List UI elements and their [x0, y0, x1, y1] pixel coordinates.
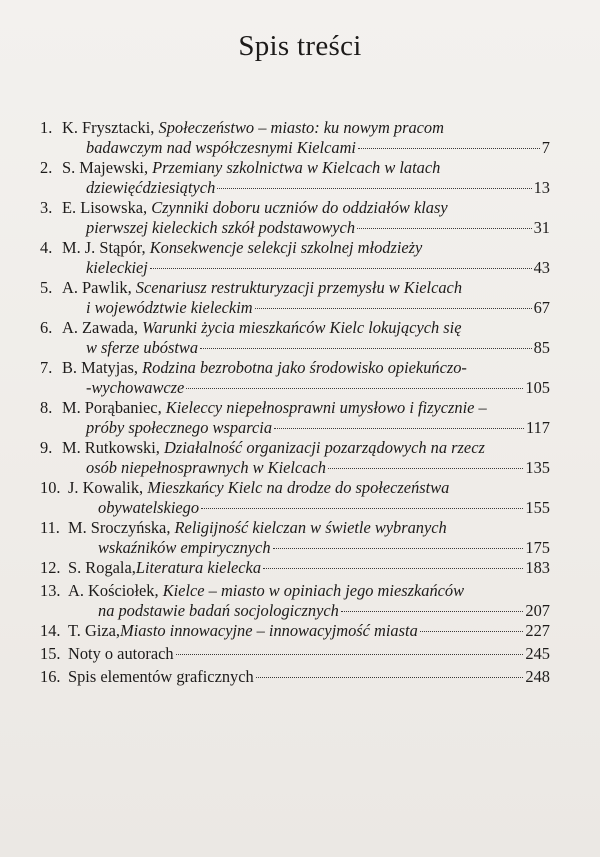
entry-title-continued: i województwie kieleckim	[86, 298, 253, 317]
entry-title: Scenariusz restrukturyzacji przemysłu w Kielcach	[135, 278, 463, 297]
entry-author: M. Sroczyńska,	[68, 518, 175, 537]
entry-number: 13.	[40, 581, 61, 600]
dot-leader	[150, 268, 532, 269]
entry-number: 3.	[40, 198, 53, 217]
entry-title: Kieleccy niepełnosprawni umysłowo i fizycznie –	[165, 398, 487, 417]
toc-entry	[40, 472, 550, 517]
dot-leader	[420, 631, 524, 632]
entry-page-number: 13	[533, 178, 550, 197]
toc-entry	[40, 192, 550, 237]
dot-leader	[200, 348, 532, 349]
table-of-contents	[40, 112, 550, 684]
toc-entry	[40, 661, 550, 684]
entry-title-continued: pierwszej kieleckich szkół podstawowych	[86, 218, 356, 237]
entry-number: 9.	[40, 438, 53, 457]
entry-page-number: 67	[533, 298, 550, 317]
entry-author: B. Matyjas,	[62, 358, 143, 377]
dot-leader	[255, 308, 532, 309]
toc-entry	[40, 312, 550, 357]
entry-title-continued: -wychowawcze	[86, 378, 185, 397]
dot-leader	[263, 568, 523, 569]
dot-leader	[341, 611, 524, 612]
entry-number: 5.	[40, 278, 53, 297]
toc-entry	[40, 232, 550, 277]
entry-number: 6.	[40, 318, 53, 337]
entry-page-number: 155	[525, 498, 550, 517]
entry-page-number: 175	[525, 538, 550, 557]
entry-author: A. Kościołek,	[68, 581, 163, 600]
entry-page-number: 31	[533, 218, 550, 237]
entry-page-number: 43	[533, 258, 550, 277]
entry-author: A. Zawada,	[62, 318, 143, 337]
dot-leader	[328, 468, 524, 469]
dot-leader	[256, 677, 524, 678]
entry-title: Noty o autorach	[68, 644, 174, 663]
dot-leader	[357, 228, 532, 229]
dot-leader	[201, 508, 523, 509]
entry-page-number: 245	[525, 644, 550, 663]
dot-leader	[217, 188, 531, 189]
entry-author: S. Majewski,	[62, 158, 153, 177]
entry-number: 1.	[40, 118, 53, 137]
page-title: Spis treści	[238, 30, 362, 62]
entry-title: Konsekwencje selekcji szkolnej młodzieży	[149, 238, 423, 257]
dot-leader	[273, 548, 524, 549]
entry-title-continued: dziewięćdziesiątych	[86, 178, 216, 197]
entry-page-number: 7	[541, 138, 550, 157]
entry-title-continued: na podstawie badań socjologicznych	[98, 601, 339, 620]
toc-entry	[40, 638, 550, 661]
entry-number: 11.	[40, 518, 60, 537]
toc-entry	[40, 272, 550, 317]
entry-title-continued: badawczym nad współczesnymi Kielcami	[86, 138, 356, 157]
entry-author: M. J. Stąpór,	[62, 238, 150, 257]
entry-title-continued: w sferze ubóstwa	[86, 338, 199, 357]
entry-title: Spis elementów graficznych	[68, 667, 254, 686]
entry-page-number: 105	[525, 378, 550, 397]
entry-title-continued: próby społecznego wsparcia	[86, 418, 273, 437]
entry-author: S. Rogala,	[68, 558, 136, 577]
entry-author: M. Porąbaniec,	[62, 398, 166, 417]
toc-entry	[40, 552, 550, 575]
dot-leader	[274, 428, 524, 429]
entry-number: 15.	[40, 644, 61, 663]
toc-entry	[40, 512, 550, 557]
entry-title: Działalność organizacji pozarządowych na rzecz	[164, 438, 485, 457]
entry-number: 14.	[40, 621, 61, 640]
entry-title: Czynniki doboru uczniów do oddziałów klasy	[151, 198, 448, 217]
entry-title: Miasto innowacyjne – innowacyjmość miasta	[120, 621, 418, 640]
entry-author: J. Kowalik,	[68, 478, 148, 497]
entry-author: T. Giza,	[68, 621, 121, 640]
entry-number: 8.	[40, 398, 53, 417]
entry-page-number: 207	[525, 601, 550, 620]
toc-entry	[40, 615, 550, 638]
entry-title-continued: kieleckiej	[86, 258, 148, 277]
entry-title: Warunki życia mieszkańców Kielc lokujących się	[142, 318, 462, 337]
dot-leader	[358, 148, 540, 149]
toc-entry	[40, 352, 550, 397]
dot-leader	[186, 388, 523, 389]
entry-number: 16.	[40, 667, 61, 686]
entry-number: 12.	[40, 558, 61, 577]
entry-title-continued: obywatelskiego	[98, 498, 200, 517]
dot-leader	[176, 654, 524, 655]
toc-entry	[40, 432, 550, 477]
entry-title: Przemiany szkolnictwa w Kielcach w latach	[152, 158, 441, 177]
entry-author: A. Pawlik,	[62, 278, 136, 297]
toc-entry	[40, 112, 550, 157]
entry-title-continued: osób niepełnosprawnych w Kielcach	[86, 458, 326, 477]
entry-author: M. Rutkowski,	[62, 438, 165, 457]
entry-page-number: 135	[525, 458, 550, 477]
toc-entry	[40, 152, 550, 197]
entry-page-number: 227	[525, 621, 550, 640]
entry-number: 2.	[40, 158, 53, 177]
entry-title: Religijność kielczan w świetle wybranych	[174, 518, 447, 537]
entry-page-number: 117	[526, 418, 550, 437]
entry-title: Literatura kielecka	[135, 558, 262, 577]
entry-author: K. Frysztacki,	[62, 118, 159, 137]
entry-title: Mieszkańcy Kielc na drodze do społeczeństwa	[147, 478, 450, 497]
entry-number: 7.	[40, 358, 53, 377]
entry-page-number: 248	[525, 667, 550, 686]
entry-number: 10.	[40, 478, 61, 497]
toc-entry	[40, 575, 550, 620]
entry-page-number: 183	[525, 558, 550, 577]
entry-title: Rodzina bezrobotna jako środowisko opiekuńczo-	[142, 358, 467, 377]
entry-title: Społeczeństwo – miasto: ku nowym pracom	[158, 118, 444, 137]
entry-title: Kielce – miasto w opiniach jego mieszkańców	[162, 581, 465, 600]
entry-author: E. Lisowska,	[62, 198, 152, 217]
entry-number: 4.	[40, 238, 53, 257]
entry-title-continued: wskaźników empirycznych	[98, 538, 271, 557]
entry-page-number: 85	[533, 338, 550, 357]
toc-entry	[40, 392, 550, 437]
